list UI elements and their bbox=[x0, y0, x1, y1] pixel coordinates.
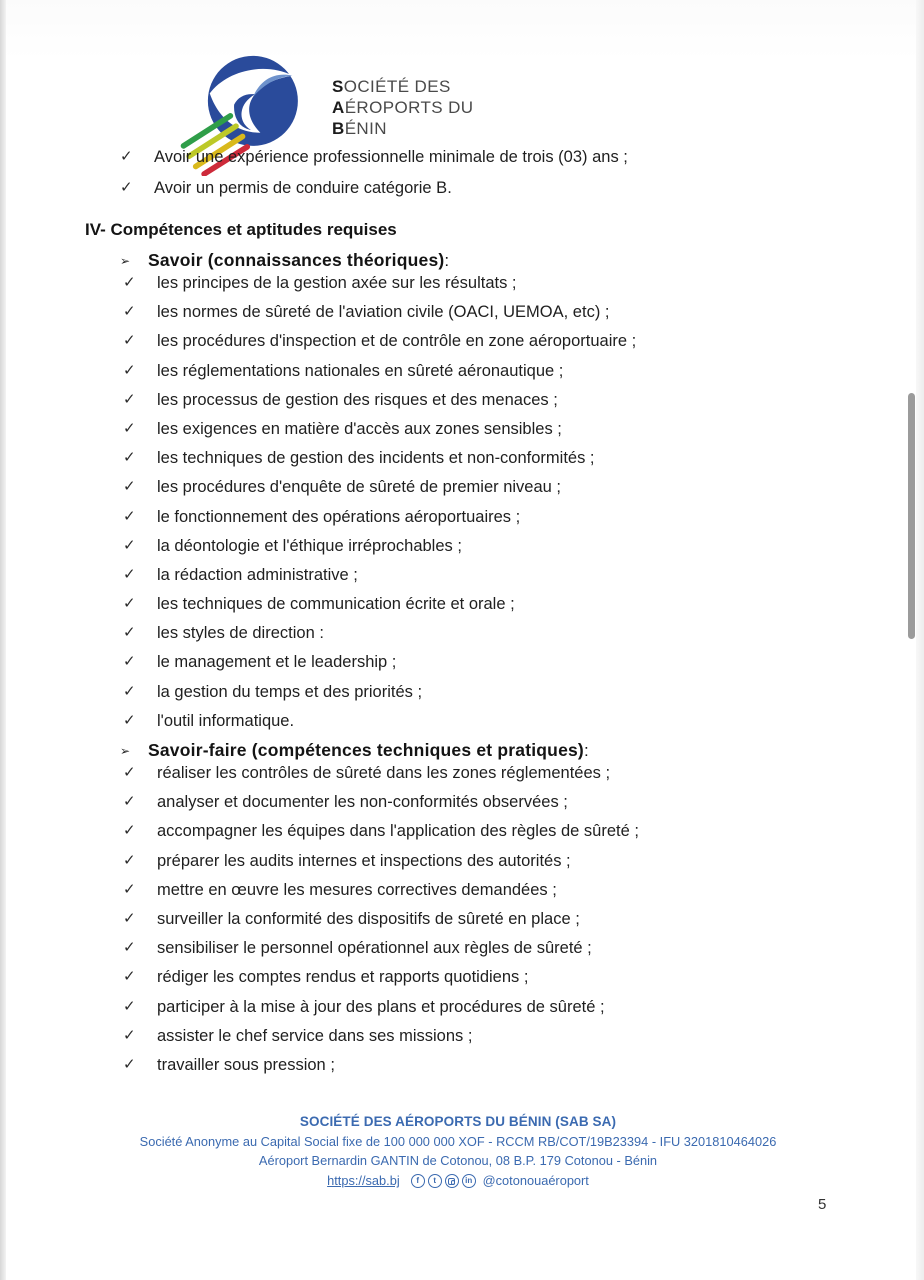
checkmark-icon: ✓ bbox=[123, 565, 136, 583]
list-item: ✓ réaliser les contrôles de sûreté dans les zones réglementées ; bbox=[123, 764, 611, 782]
list-item: ✓ rédiger les comptes rendus et rapports quotidiens ; bbox=[123, 968, 529, 987]
checkmark-icon: ✓ bbox=[123, 880, 136, 898]
savoir-faire-checklist bbox=[123, 764, 843, 1085]
list-item: ✓ les procédures d'inspection et de contrôle en zone aéroportuaire ; bbox=[123, 332, 637, 351]
list-item: ✓ les procédures d'enquête de sûreté de premier niveau ; bbox=[123, 478, 561, 497]
checkmark-icon: ✓ bbox=[123, 711, 136, 729]
list-item: ✓ les styles de direction : bbox=[123, 624, 324, 643]
logo-line-1: SOCIÉTÉ DES bbox=[332, 77, 451, 96]
logo-line-3: BÉNIN bbox=[332, 119, 387, 138]
list-item: ✓ les exigences en matière d'accès aux zones sensibles ; bbox=[123, 419, 562, 438]
list-item: ✓ mettre en œuvre les mesures correctives demandées ; bbox=[123, 880, 557, 899]
checkmark-icon: ✓ bbox=[123, 1055, 136, 1073]
facebook-icon: f bbox=[411, 1174, 425, 1188]
social-icons bbox=[411, 1174, 476, 1188]
checkmark-icon: ✓ bbox=[123, 536, 136, 554]
footer-web-row bbox=[0, 1172, 916, 1190]
logo-line-2: AÉROPORTS DU bbox=[332, 98, 474, 117]
checkmark-icon: ✓ bbox=[123, 822, 136, 840]
list-item: ✓ le management et le leadership ; bbox=[123, 653, 397, 672]
checkmark-icon: ✓ bbox=[120, 148, 133, 165]
checkmark-icon: ✓ bbox=[123, 909, 136, 927]
checkmark-icon: ✓ bbox=[123, 851, 136, 869]
intro-checklist bbox=[120, 148, 820, 210]
page-edge-right bbox=[916, 0, 924, 1280]
list-item: ✓ la gestion du temps et des priorités ; bbox=[123, 682, 423, 701]
list-item: ✓ les principes de la gestion axée sur les résultats ; bbox=[123, 274, 517, 292]
list-item: ✓ assister le chef service dans ses missions ; bbox=[123, 1026, 473, 1045]
footer-legal-line: Société Anonyme au Capital Social fixe de 100 000 000 XOF - RCCM RB/COT/19B23394 - IFU 3201810464026 bbox=[139, 1134, 777, 1149]
checkmark-icon: ✓ bbox=[123, 595, 136, 613]
list-item: ✓ surveiller la conformité des dispositifs de sûreté en place ; bbox=[123, 909, 580, 928]
page-footer bbox=[0, 1112, 916, 1190]
scrollbar-thumb[interactable] bbox=[908, 393, 915, 639]
savoir-faire-heading: ➢ Savoir-faire (compétences techniques et pratiques) : bbox=[120, 740, 589, 760]
list-item: ✓ les normes de sûreté de l'aviation civile (OACI, UEMOA, etc) ; bbox=[123, 303, 610, 322]
savoir-heading: ➢ Savoir (connaissances théoriques) : bbox=[120, 250, 450, 270]
checkmark-icon: ✓ bbox=[123, 303, 136, 321]
list-item: ✓ la rédaction administrative ; bbox=[123, 565, 358, 584]
checkmark-icon: ✓ bbox=[123, 1026, 136, 1044]
arrow-bullet-icon: ➢ bbox=[120, 744, 131, 758]
checkmark-icon: ✓ bbox=[123, 390, 136, 408]
checkmark-icon: ✓ bbox=[123, 361, 136, 379]
checkmark-icon: ✓ bbox=[123, 274, 136, 291]
linkedin-icon: in bbox=[462, 1174, 476, 1188]
instagram-icon bbox=[445, 1174, 459, 1188]
page-edge-left bbox=[0, 0, 6, 1280]
list-item: ✓ travailler sous pression ; bbox=[123, 1055, 335, 1074]
checkmark-icon: ✓ bbox=[123, 653, 136, 671]
list-item: ✓ préparer les audits internes et inspections des autorités ; bbox=[123, 851, 571, 870]
savoir-checklist bbox=[123, 274, 843, 741]
checkmark-icon: ✓ bbox=[123, 682, 136, 700]
checkmark-icon: ✓ bbox=[123, 764, 136, 781]
section-title: IV- Compétences et aptitudes requises bbox=[85, 220, 397, 239]
list-item: ✓ l'outil informatique. bbox=[123, 711, 295, 730]
list-item: ✓ les techniques de gestion des incidents et non-conformités ; bbox=[123, 449, 595, 468]
list-item: ✓ la déontologie et l'éthique irréprochables ; bbox=[123, 536, 462, 555]
checkmark-icon: ✓ bbox=[120, 179, 133, 196]
checkmark-icon: ✓ bbox=[123, 793, 136, 811]
list-item: ✓ les réglementations nationales en sûreté aéronautique ; bbox=[123, 361, 564, 380]
website-link[interactable]: https://sab.bj bbox=[327, 1173, 400, 1188]
checkmark-icon: ✓ bbox=[123, 968, 136, 986]
list-item: ✓ analyser et documenter les non-conformités observées ; bbox=[123, 793, 568, 812]
footer-company-name: SOCIÉTÉ DES AÉROPORTS DU BÉNIN (SAB SA) bbox=[299, 1114, 617, 1129]
logo-wordmark bbox=[332, 76, 473, 139]
twitter-icon: t bbox=[428, 1174, 442, 1188]
checkmark-icon: ✓ bbox=[123, 449, 136, 467]
checkmark-icon: ✓ bbox=[123, 624, 136, 642]
checkmark-icon: ✓ bbox=[123, 939, 136, 957]
footer-address-line: Aéroport Bernardin GANTIN de Cotonou, 08 B.P. 179 Cotonou - Bénin bbox=[258, 1153, 658, 1168]
list-item: ✓ les techniques de communication écrite et orale ; bbox=[123, 595, 515, 614]
list-item: ✓ participer à la mise à jour des plans et procédures de sûreté ; bbox=[123, 997, 605, 1016]
list-item: ✓ le fonctionnement des opérations aéroportuaires ; bbox=[123, 507, 521, 526]
list-item: ✓ les processus de gestion des risques et des menaces ; bbox=[123, 390, 558, 409]
checkmark-icon: ✓ bbox=[123, 507, 136, 525]
checkmark-icon: ✓ bbox=[123, 478, 136, 496]
list-item: ✓ Avoir une expérience professionnelle minimale de trois (03) ans ; bbox=[120, 148, 628, 166]
list-item: ✓ sensibiliser le personnel opérationnel aux règles de sûreté ; bbox=[123, 939, 592, 958]
arrow-bullet-icon: ➢ bbox=[120, 254, 131, 268]
page-number: 5 bbox=[818, 1196, 827, 1213]
checkmark-icon: ✓ bbox=[123, 419, 136, 437]
list-item: ✓ Avoir un permis de conduire catégorie B. bbox=[120, 179, 452, 197]
checkmark-icon: ✓ bbox=[123, 997, 136, 1015]
social-handle: @cotonouaéroport bbox=[482, 1173, 589, 1188]
list-item: ✓ accompagner les équipes dans l'application des règles de sûreté ; bbox=[123, 822, 639, 841]
checkmark-icon: ✓ bbox=[123, 332, 136, 350]
